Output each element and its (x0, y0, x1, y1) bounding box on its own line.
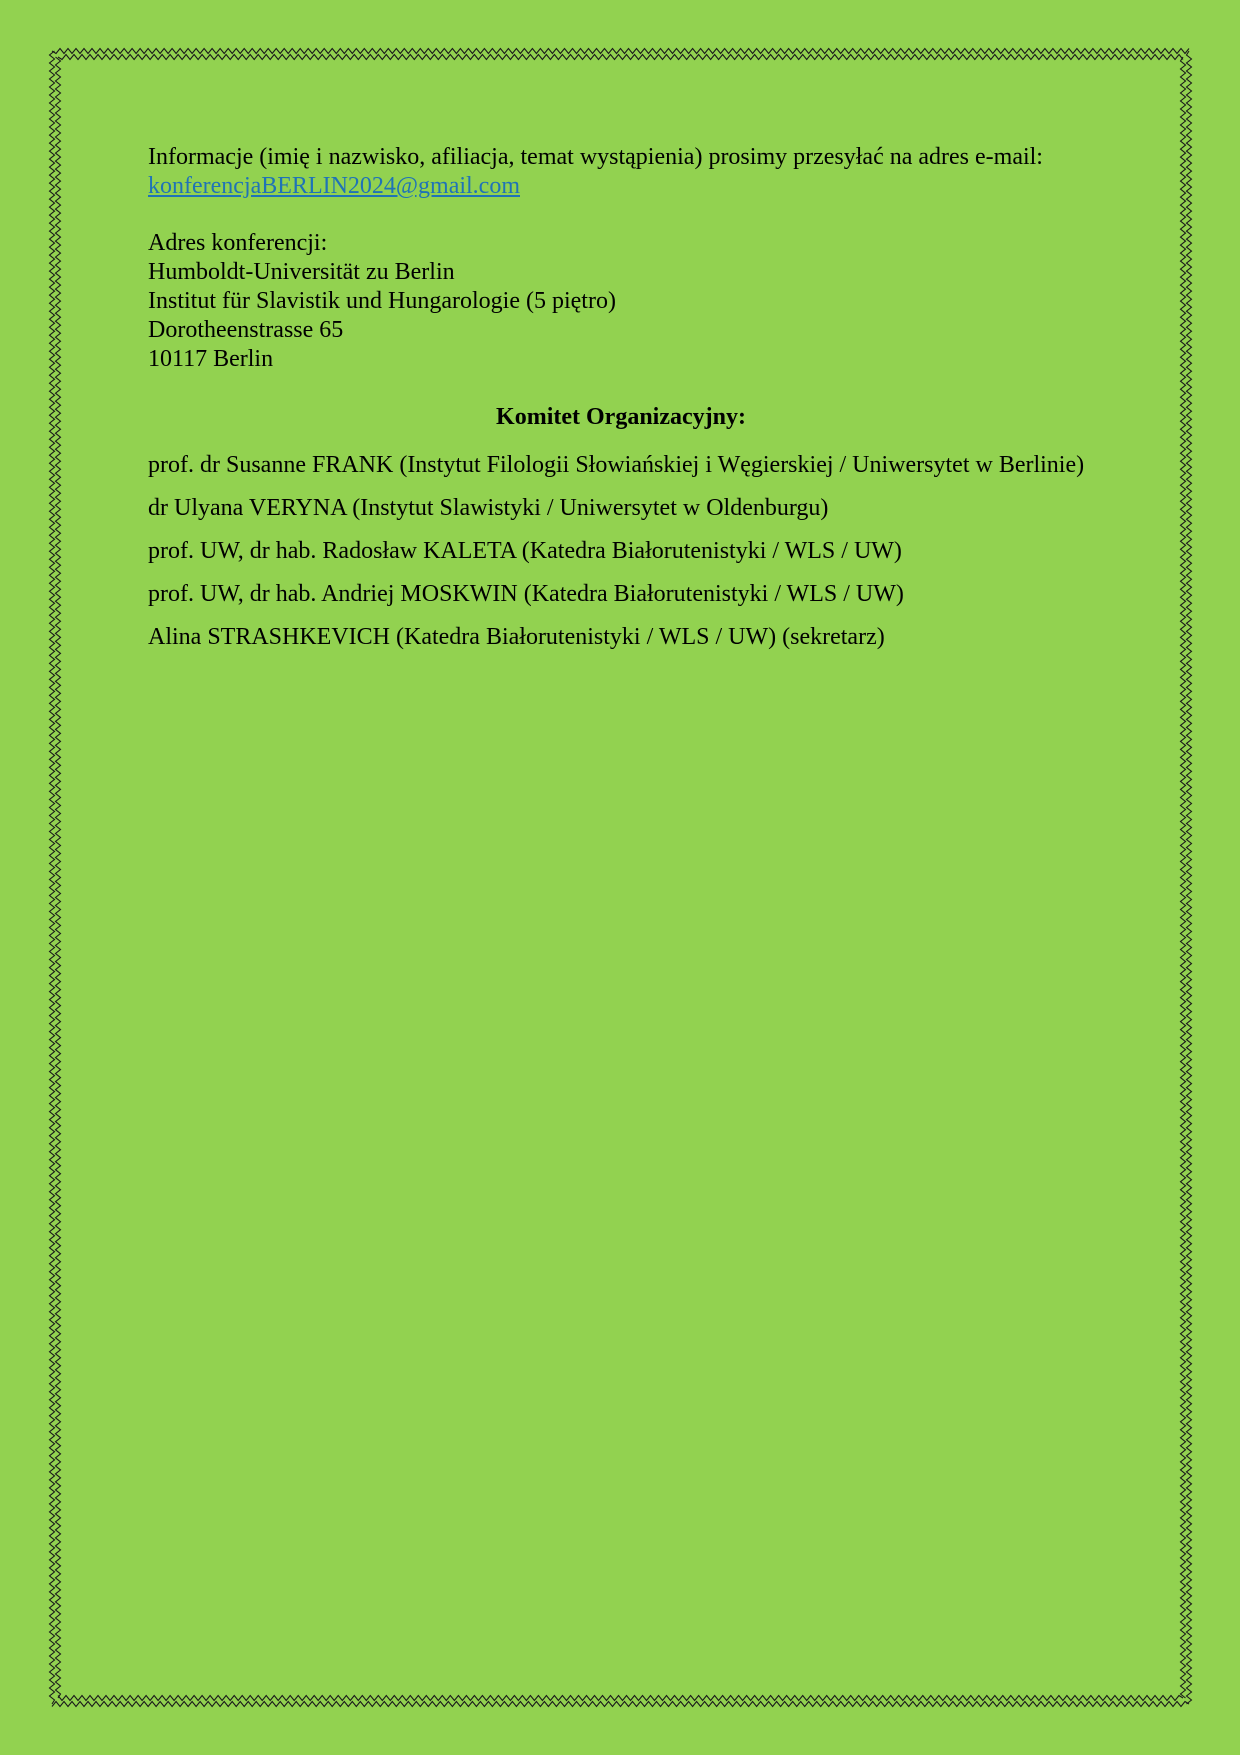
address-line: Institut für Slavistik und Hungarologie (5 piętro) (148, 288, 616, 314)
committee-heading: Komitet Organizacyjny: (496, 404, 746, 430)
address-line: Humboldt-Universität zu Berlin (148, 259, 455, 285)
address-line: Dorotheenstrasse 65 (148, 317, 344, 343)
address-heading: Adres konferencji: (148, 230, 328, 256)
committee-list (148, 444, 1094, 659)
committee-member: prof. UW, dr hab. Radosław KALETA (Katedra Białorutenistyki / WLS / UW) (148, 538, 902, 564)
committee-member: Alina STRASHKEVICH (Katedra Białorutenistyki / WLS / UW) (sekretarz) (148, 624, 885, 650)
contact-email-link[interactable]: konferencjaBERLIN2024@gmail.com (148, 173, 520, 199)
committee-member: prof. UW, dr hab. Andriej MOSKWIN (Katedra Białorutenistyki / WLS / UW) (148, 581, 904, 607)
committee-member: prof. dr Susanne FRANK (Instytut Filologii Słowiańskiej i Węgierskiej / Uniwersytet w Berlinie) (148, 452, 1085, 478)
document-body (148, 143, 1094, 659)
submission-info-text: Informacje (imię i nazwisko, afiliacja, temat wystąpienia) prosimy przesyłać na adres e-mail: (148, 144, 1043, 170)
conference-address (148, 229, 1094, 374)
address-line: 10117 Berlin (148, 346, 274, 372)
committee-member: dr Ulyana VERYNA (Instytut Slawistyki / Uniwersytet w Oldenburgu) (148, 495, 829, 521)
